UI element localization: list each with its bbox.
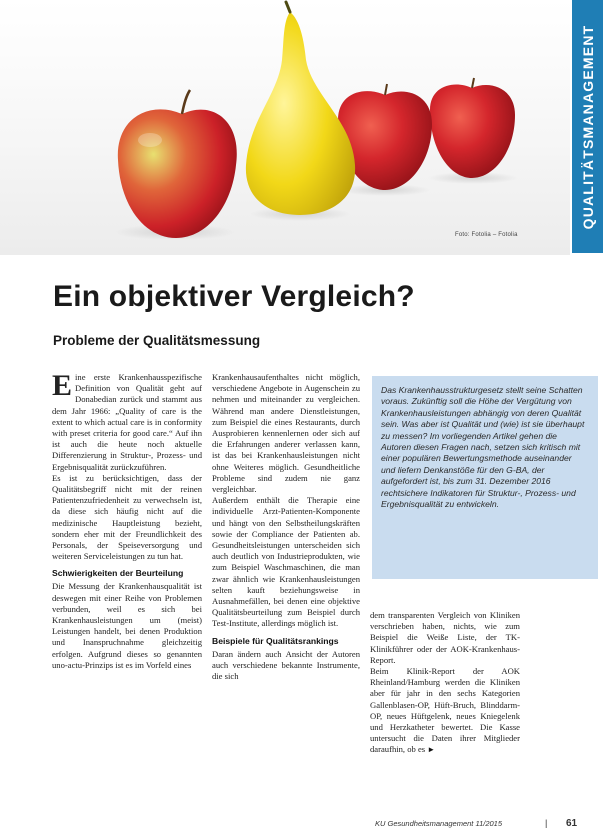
section-heading: Beispiele für Qualitätsrankings bbox=[212, 635, 339, 646]
article-title: Ein objektiver Vergleich? bbox=[53, 280, 415, 313]
paragraph: dem transparenten Vergleich von Kliniken verschrieben haben, nichts, wie zum Beispiel die Weiße Liste, der TK-Klinikführer oder der AOK-Krankenhaus-Report. bbox=[370, 610, 520, 665]
paragraph: Es ist zu berücksichtigen, dass der Qualitätsbegriff nicht mit der reinen Patientenzufriedenheit zu verwechseln ist, da diese sich häufig nicht auf die medizinische Hauptleistung bezieht, sondern eher mit der Freundlichkeit des Personals, der Speiseversorgung und weiteren Serviceleistungen zu tun hat. bbox=[52, 472, 202, 562]
apple-front bbox=[118, 90, 237, 238]
paragraph bbox=[370, 666, 520, 756]
journal-name: KU Gesundheitsmanagement 11/2015 bbox=[375, 819, 503, 828]
apple-far-right bbox=[430, 78, 515, 178]
section-side-bar bbox=[572, 0, 603, 253]
page-footer bbox=[0, 818, 603, 830]
paragraph: Die Messung der Krankenhausqualität ist deswegen mit einer Reihe von Problemen verbunden, weil es sich bei Krankenhausleistungen um (meist) Leistungen handelt, bei denen Produktion und Inanspruchnahme gleichzeitig erfolgen. Aufgrund dieses so genannten uno-actu-Prinzips ist es im Vorfeld eines bbox=[52, 581, 202, 670]
drop-cap: E bbox=[52, 372, 73, 402]
text-column-1 bbox=[52, 372, 202, 810]
article-subtitle: Probleme der Qualitätsmessung bbox=[53, 333, 261, 348]
fruit-illustration bbox=[0, 0, 570, 255]
continue-arrow-icon: ► bbox=[427, 745, 436, 755]
paragraph-text: ine erste Krankenhausspezifische Definition von Qualität geht auf Donabedian zurück und stammt aus dem Jahr 1966: „Quality of care is the extent to which actual care is in conformity with preset criteria for good care.“ Auf ihn ist auch die heute noch aktuelle Differenzierung in Struktur-, Prozess- und Ergebnisqualität zurückzuführen. bbox=[52, 372, 202, 472]
teaser-text: Das Krankenhausstrukturgesetz stellt seine Schatten voraus. Zukünftig soll die Höhe der Vergütung von Krankenhausleistungen abhängig von deren Qualität sein. Was aber ist Qualität und (wie) ist sie überhaupt zu messen? Im vorliegenden Artikel gehen die Autoren diesen Fragen nach, setzen sich kritisch mit einer populären Bewertungsmethode auseinander und liefern Denkanstöße für den G-BA, der aufgefordert ist, bis zum 31. Dezember 2016 rechtsichere Indikatoren für Struktur-, Prozess- und Ergebnisqualität zu entwickeln. bbox=[381, 385, 585, 510]
fruit-photo bbox=[0, 0, 570, 255]
page-number: 61 bbox=[566, 818, 578, 829]
paragraph: Krankenhausaufenthaltes nicht möglich, verschiedene Angebote in Augenschein zu nehmen und miteinander zu vergleichen. Während man andere Dienstleistungen, zum Beispiel die eines Restaurants, durch Ausprobieren kennenlernen oder sich auf die Erfahrungen anderer verlassen kann, ist das bei Krankenhausleistungen nicht ohne Weiteres möglich. Gesundheitliche Probleme sind zudem nie ganz vergleichbar. bbox=[212, 372, 360, 495]
section-heading: Schwierigkeiten der Beurteilung bbox=[52, 568, 184, 579]
paragraph: Daran ändern auch Ansicht der Autoren auch verschiedene bekannte Instrumente, die sich bbox=[212, 648, 360, 682]
section-label: QUALITÄTSMANAGEMENT bbox=[579, 24, 596, 229]
teaser-box bbox=[372, 376, 598, 579]
paragraph bbox=[52, 372, 202, 473]
paragraph-text: Beim Klinik-Report der AOK Rheinland/Hamburg werden die Kliniken aber für jahr in den sechs Kategorien Gallenblasen-OP, Hüft-Bruch, Blinddarm-OP, neues Hüftgelenk, neues Kniegelenk und Herzkatheter bewertet. Die Kasse untersucht die Daten ihrer Mitglieder daraufhin, ob es bbox=[370, 666, 520, 755]
footer-separator: | bbox=[545, 818, 548, 828]
text-column-2 bbox=[212, 372, 360, 810]
paragraph: Außerdem enthält die Therapie eine individuelle Arzt-Patienten-Komponente und hängt von den Selbstheilungskräften sowie der Compliance der Patienten ab. Gesundheitsleistungen unterscheiden sich auch deutlich von Industrieprodukten, wie zum Beispiel Waschmaschinen, die man zwar ähnlich wie Krankenhausleistungen selten kauft beziehungsweise in Ausnahmefällen, bei denen eine objektive Qualitätsbeurteilung zum Beispiel durch Test-Institute, allerdings möglich ist. bbox=[212, 495, 360, 629]
text-column-3 bbox=[370, 610, 520, 810]
photo-credit: Foto: Fotolia – Fotolia bbox=[455, 232, 518, 238]
pear bbox=[246, 2, 355, 215]
